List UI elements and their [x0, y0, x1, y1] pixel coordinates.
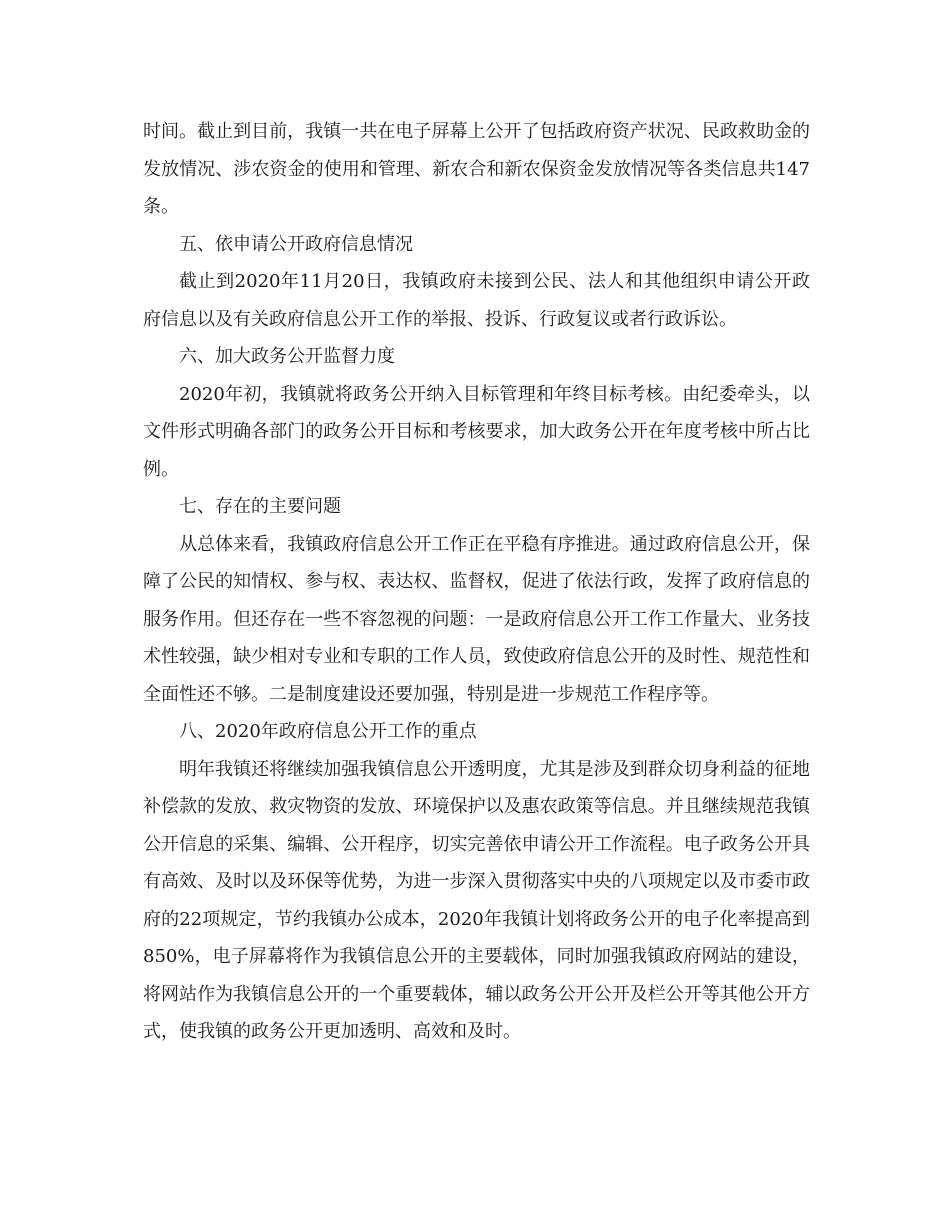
paragraph-supervision: 2020年初，我镇就将政务公开纳入目标管理和年终目标考核。由纪委牵头，以文件形式明确各部门的政务公开目标和考核要求，加大政务公开在年度考核中所占比例。	[143, 383, 810, 480]
paragraph-info-count: 时间。截止到目前，我镇一共在电子屏幕上公开了包括政府资产状况、民政救助金的发放情况、涉农资金的使用和管理、新农合和新农保资金发放情况等各类信息共147条。	[143, 121, 810, 217]
document-body	[143, 113, 810, 1051]
paragraph-main-problems: 从总体来看，我镇政府信息公开工作正在平稳有序推进。通过政府信息公开，保障了公民的知情权、参与权、表达权、监督权，促进了依法行政，发挥了政府信息的服务作用。但还存在一些不容忽视的问题：一是政府信息公开工作工作量大、业务技术性较强，缺少相对专业和专职的工作人员，致使政府信息公开的及时性、规范性和全面性还不够。二是制度建设还要加强，特别是进一步规范工作程序等。	[143, 533, 810, 705]
paragraph-work-focus: 明年我镇还将继续加强我镇信息公开透明度，尤其是涉及到群众切身利益的征地补偿款的发放、救灾物资的发放、环境保护以及惠农政策等信息。并且继续规范我镇公开信息的采集、编辑、公开程序，切实完善依申请公开工作流程。电子政务公开具有高效、及时以及环保等优势，为进一步深入贯彻落实中央的八项规定以及市委市政府的22项规定，节约我镇办公成本，2020年我镇计划将政务公开的电子化率提高到850%，电子屏幕将作为我镇信息公开的主要载体，同时加强我镇政府网站的建设，将网站作为我镇信息公开的一个重要载体，辅以政务公开公开及栏公开等其他公开方式，使我镇的政务公开更加透明、高效和及时。	[143, 758, 810, 1042]
heading-section-7: 七、存在的主要问题	[179, 496, 341, 517]
heading-section-8: 八、2020年政府信息公开工作的重点	[179, 721, 477, 742]
heading-section-6: 六、加大政务公开监督力度	[179, 346, 395, 367]
paragraph-application-disclosure: 截止到2020年11月20日，我镇政府未接到公民、法人和其他组织申请公开政府信息以及有关政府信息公开工作的举报、投诉、行政复议或者行政诉讼。	[143, 271, 810, 330]
heading-section-5: 五、依申请公开政府信息情况	[179, 233, 413, 255]
